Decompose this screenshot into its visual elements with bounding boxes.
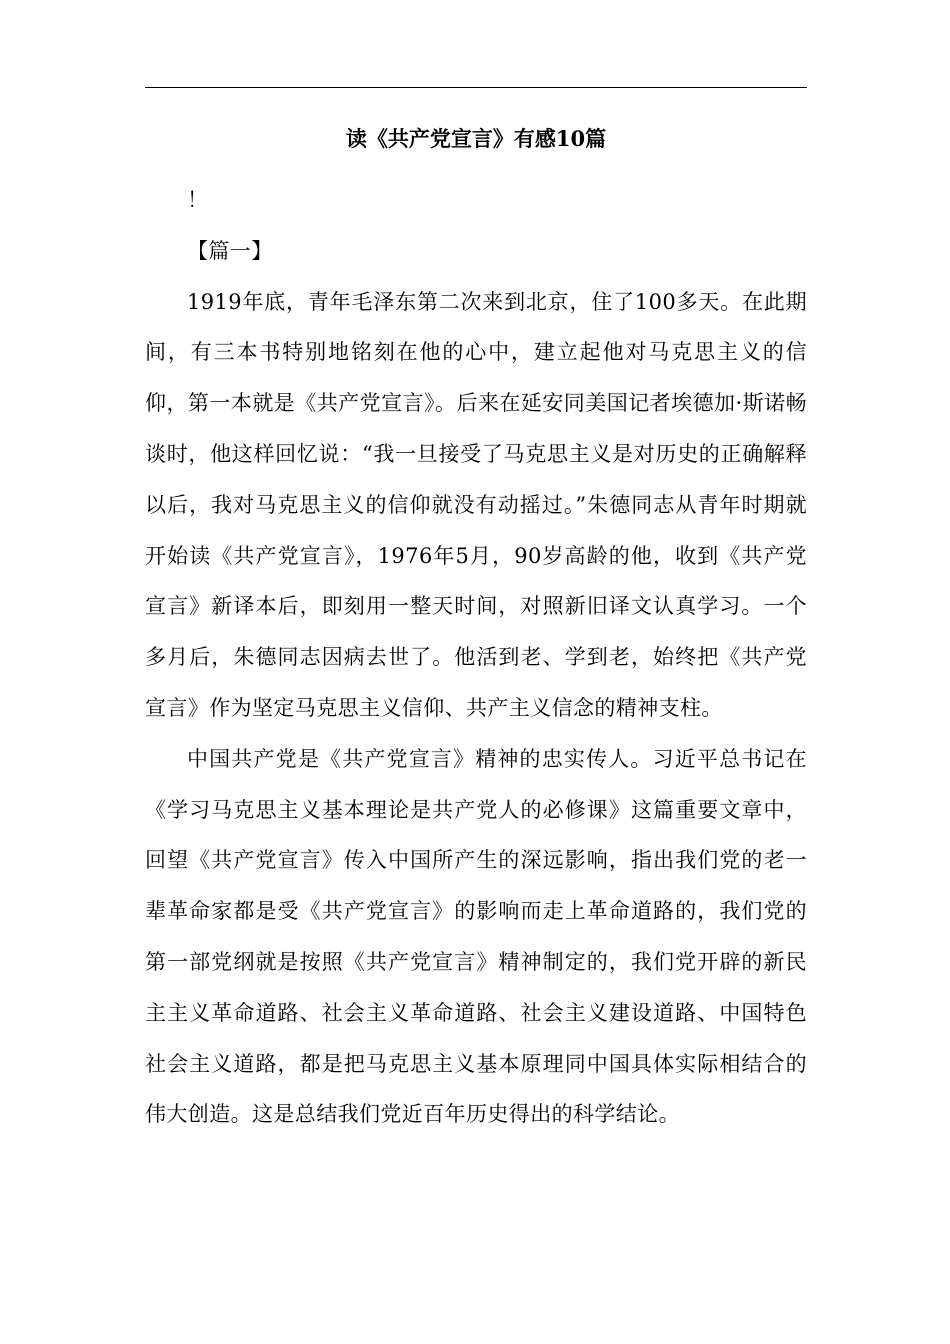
- lead-mark: ！: [187, 188, 209, 212]
- body-paragraph-1: 1919年底，青年毛泽东第二次来到北京，住了100多天。在此期间，有三本书特别地铭刻在他的心中，建立起他对马克思主义的信仰，第一本就是《共产党宣言》。后来在延安同美国记者埃德加·斯诺畅谈时，他这样回忆说：“我一旦接受了马克思主义是对历史的正确解释以后，我对马克思主义的信仰就没有动摇过。”朱德同志从青年时期就开始读《共产党宣言》，1976年5月，90岁高龄的他，收到《共产党宣言》新译本后，即刻用一整天时间，对照新旧译文认真学习。一个多月后，朱德同志因病去世了。他活到老、学到老，始终把《共产党宣言》作为坚定马克思主义信仰、共产主义信念的精神支柱。: [145, 289, 807, 720]
- document-title: 读《共产党宣言》有感10篇: [345, 126, 607, 151]
- header-rule: [145, 87, 807, 88]
- section-heading: 【篇一】: [187, 238, 273, 263]
- document-body: [145, 175, 807, 1140]
- body-paragraph-2: 中国共产党是《共产党宣言》精神的忠实传人。习近平总书记在《学习马克思主义基本理论是共产党人的必修课》这篇重要文章中，回望《共产党宣言》传入中国所产生的深远影响，指出我们党的老一辈革命家都是受《共产党宣言》的影响而走上革命道路的，我们党的第一部党纲就是按照《共产党宣言》精神制定的，我们党开辟的新民主主义革命道路、社会主义革命道路、社会主义建设道路、中国特色社会主义道路，都是把马克思主义基本原理同中国具体实际相结合的伟大创造。这是总结我们党近百年历史得出的科学结论。: [145, 746, 807, 1127]
